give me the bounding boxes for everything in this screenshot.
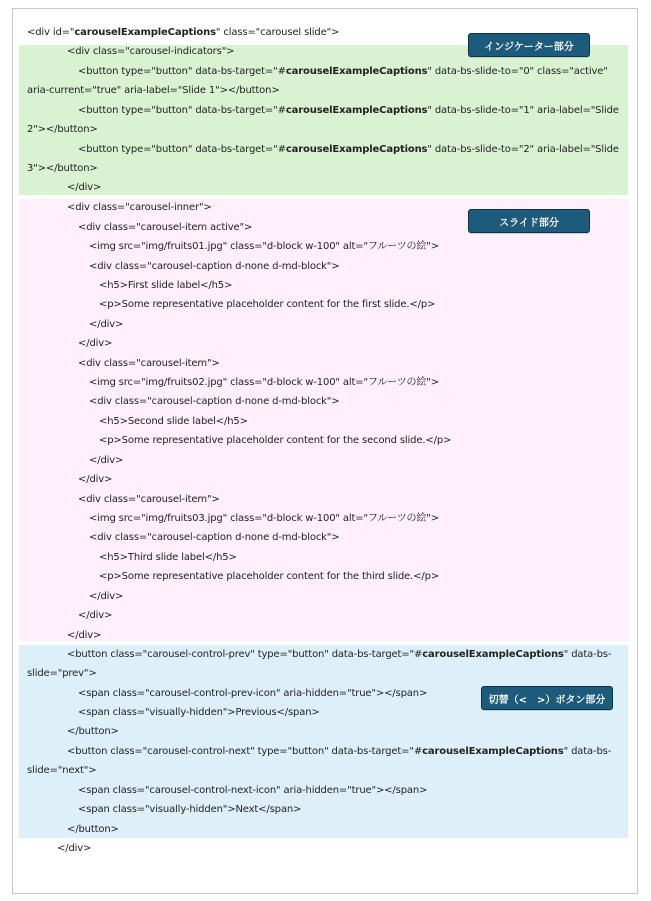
code-line: [89, 531, 339, 545]
code-text: </button>: [67, 726, 119, 737]
code-line: [67, 725, 119, 739]
code-line: [89, 376, 439, 390]
code-line: [99, 434, 451, 448]
code-line: [27, 26, 339, 40]
code-line: [78, 493, 220, 507]
code-text: <button class="carousel-control-next" type="button" data-bs-target="#: [67, 746, 423, 757]
code-text: " data-bs-: [563, 649, 612, 660]
code-line: [99, 551, 237, 565]
code-line: [78, 473, 112, 487]
code-line: [67, 648, 611, 662]
code-line: [89, 395, 339, 409]
code-line: [78, 143, 619, 157]
code-emphasis: carouselExampleCaptions: [285, 66, 428, 77]
code-line: [67, 181, 101, 195]
code-text: <div class="carousel-item">: [78, 358, 220, 369]
code-emphasis: carouselExampleCaptions: [285, 105, 428, 116]
code-line: [99, 279, 232, 293]
code-text: <span class="carousel-control-next-icon" aria-hidden="true"></span>: [78, 785, 428, 796]
code-text: <div class="carousel-caption d-none d-md-block">: [89, 396, 340, 407]
code-line: [78, 221, 252, 235]
code-line: [67, 745, 611, 759]
code-line: [78, 687, 427, 701]
code-line: [27, 84, 280, 98]
code-line: [67, 629, 101, 643]
code-text: </div>: [67, 630, 102, 641]
code-text: <p>Some representative placeholder content for the first slide.</p>: [99, 299, 436, 310]
code-line: [89, 318, 123, 332]
code-text: <button type="button" data-bs-target="#: [78, 105, 286, 116]
code-line: [78, 609, 112, 623]
code-text: " data-bs-slide-to="2" aria-label="Slide: [427, 144, 619, 155]
code-line: [78, 706, 320, 720]
code-text: <div id=": [27, 27, 75, 38]
code-line: [89, 512, 439, 526]
code-text: <button type="button" data-bs-target="#: [78, 66, 286, 77]
code-line: [78, 65, 608, 79]
code-line: [89, 454, 123, 468]
code-text: <span class="carousel-control-prev-icon" aria-hidden="true"></span>: [78, 688, 428, 699]
code-line: [89, 590, 123, 604]
code-text: </div>: [67, 182, 102, 193]
code-text: <p>Some representative placeholder content for the second slide.</p>: [99, 435, 452, 446]
code-line: [27, 162, 98, 176]
code-text: " data-bs-slide-to="0" class="active": [427, 66, 608, 77]
code-emphasis: carouselExampleCaptions: [285, 144, 428, 155]
code-line: [99, 570, 439, 584]
code-line: [78, 784, 427, 798]
code-text: <span class="visually-hidden">Next</span>: [78, 804, 302, 815]
code-line: [78, 337, 112, 351]
code-line: [67, 45, 234, 59]
code-text: <div class="carousel-caption d-none d-md-block">: [89, 261, 340, 272]
code-line: [67, 201, 212, 215]
code-text: aria-current="true" aria-label="Slide 1"></button>: [27, 85, 280, 96]
code-text: " data-bs-: [563, 746, 612, 757]
code-emphasis: carouselExampleCaptions: [422, 746, 564, 757]
code-text: </div>: [57, 843, 92, 854]
code-text: <h5>Second slide label</h5>: [99, 416, 248, 427]
code-text: <button type="button" data-bs-target="#: [78, 144, 286, 155]
code-text: <span class="visually-hidden">Previous</span>: [78, 707, 320, 718]
indicators-label: インジケーター部分: [468, 33, 590, 57]
code-text: " class="carousel slide">: [215, 27, 340, 38]
code-line: [27, 764, 96, 778]
code-text: </div>: [78, 610, 113, 621]
code-text: <h5>First slide label</h5>: [99, 280, 233, 291]
code-text: <img src="img/fruits03.jpg" class="d-block w-100" alt="フルーツの絵">: [89, 513, 439, 524]
code-text: <div class="carousel-caption d-none d-md-block">: [89, 532, 340, 543]
slides-label: スライド部分: [468, 209, 590, 233]
code-text: <button class="carousel-control-prev" type="button" data-bs-target="#: [67, 649, 423, 660]
code-text: </div>: [89, 319, 124, 330]
code-text: slide="prev">: [27, 668, 97, 679]
code-text: 2"></button>: [27, 124, 98, 135]
code-text: <p>Some representative placeholder content for the third slide.</p>: [99, 571, 440, 582]
controls-label: 切替（< >）ボタン部分: [481, 686, 613, 710]
code-line: [89, 260, 339, 274]
code-line: [78, 357, 220, 371]
code-text: <div class="carousel-item active">: [78, 222, 253, 233]
code-line: [27, 667, 97, 681]
code-line: [57, 842, 91, 856]
code-text: </div>: [89, 591, 124, 602]
code-line: [78, 104, 619, 118]
code-text: slide="next">: [27, 765, 97, 776]
code-line: [89, 240, 439, 254]
code-line: [27, 123, 98, 137]
code-text: </div>: [78, 338, 113, 349]
code-emphasis: carouselExampleCaptions: [74, 27, 216, 38]
code-text: <img src="img/fruits02.jpg" class="d-block w-100" alt="フルーツの絵">: [89, 377, 439, 388]
code-text: </div>: [78, 474, 113, 485]
code-text: <div class="carousel-indicators">: [67, 46, 235, 57]
code-text: </button>: [67, 824, 119, 835]
code-text: <div class="carousel-item">: [78, 494, 220, 505]
code-text: <h5>Third slide label</h5>: [99, 552, 237, 563]
code-text: " data-bs-slide-to="1" aria-label="Slide: [427, 105, 619, 116]
code-line: [67, 823, 119, 837]
code-text: <div class="carousel-inner">: [67, 202, 212, 213]
code-line: [78, 803, 301, 817]
code-emphasis: carouselExampleCaptions: [422, 649, 564, 660]
code-line: [99, 415, 248, 429]
code-text: <img src="img/fruits01.jpg" class="d-block w-100" alt="フルーツの絵">: [89, 241, 439, 252]
code-text: 3"></button>: [27, 163, 98, 174]
code-line: [99, 298, 435, 312]
code-text: </div>: [89, 455, 124, 466]
